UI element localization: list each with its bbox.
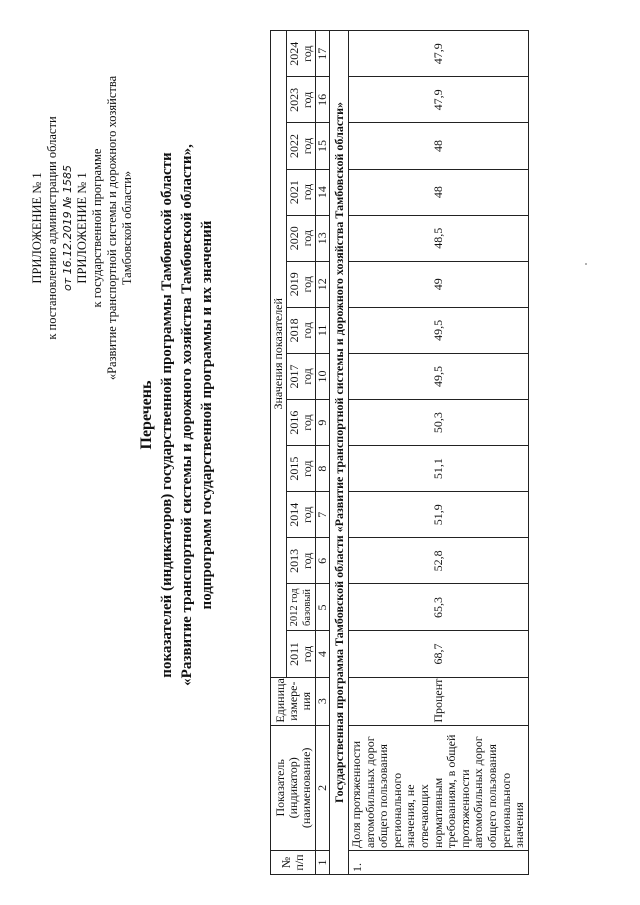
column-number: 3 xyxy=(316,677,330,725)
header-year: 2012 год базовый xyxy=(287,584,316,631)
header-year: 2020 год xyxy=(287,215,316,261)
header-year: 2019 год xyxy=(287,261,316,307)
header-unit: Единица измере-ния xyxy=(271,677,316,725)
appendix-line: «Развитие транспортной системы и дорожного хозяйства xyxy=(105,75,119,381)
row-value: 49,5 xyxy=(349,353,529,399)
row-value: 65,3 xyxy=(349,584,529,631)
column-number: 4 xyxy=(316,631,330,677)
document-title xyxy=(137,65,217,765)
row-value: 47,9 xyxy=(349,77,529,123)
header-year: 2015 год xyxy=(287,446,316,492)
row-value: 48 xyxy=(349,169,529,215)
column-number: 15 xyxy=(316,123,330,169)
scan-speck xyxy=(585,263,587,265)
column-number: 7 xyxy=(316,492,330,538)
appendix-line: ПРИЛОЖЕНИЕ № 1 xyxy=(30,172,44,284)
column-number: 16 xyxy=(316,77,330,123)
header-year: 2024 год xyxy=(287,31,316,77)
column-number: 6 xyxy=(316,538,330,584)
appendix-line: к государственной программе xyxy=(90,148,104,308)
header-year: 2013 год xyxy=(287,538,316,584)
column-number: 8 xyxy=(316,446,330,492)
appendix-signature-line: от 16.12.2019 № 1585 xyxy=(61,164,74,292)
appendix-line: Тамбовской области» xyxy=(120,170,134,286)
column-number-row xyxy=(316,31,330,875)
header-year: 2016 год xyxy=(287,400,316,446)
column-number: 9 xyxy=(316,400,330,446)
row-value: 48 xyxy=(349,123,529,169)
appendix-line: ПРИЛОЖЕНИЕ № 1 xyxy=(75,172,89,284)
section-title: Государственная программа Тамбовской области «Развитие транспортной системы и дорожного хозяйства Тамбовской области» xyxy=(330,31,349,875)
section-row xyxy=(330,31,349,875)
row-value: 68,7 xyxy=(349,631,529,677)
row-value: 49,5 xyxy=(349,307,529,353)
title-line: «Развитие транспортной системы и дорожного хозяйства Тамбовской области», xyxy=(179,144,195,686)
header-year: 2011 год xyxy=(287,631,316,677)
row-unit: Процент xyxy=(349,677,529,725)
column-number: 13 xyxy=(316,215,330,261)
column-number: 2 xyxy=(316,725,330,850)
indicators-table xyxy=(270,30,529,875)
column-number: 1 xyxy=(316,850,330,874)
title-line: показателей (индикаторов) государственной программы Тамбовской области xyxy=(159,152,175,678)
header-year: 2018 год xyxy=(287,307,316,353)
header-year: 2022 год xyxy=(287,123,316,169)
row-value: 52,8 xyxy=(349,538,529,584)
column-number: 12 xyxy=(316,261,330,307)
title-line: подпрограмм государственной программы и их значений xyxy=(199,220,215,610)
header-year: 2014 год xyxy=(287,492,316,538)
row-value: 47,9 xyxy=(349,31,529,77)
header-values: Значения показателей xyxy=(271,31,287,678)
column-number: 14 xyxy=(316,169,330,215)
header-no: № п/п xyxy=(271,850,316,874)
column-number: 10 xyxy=(316,353,330,399)
appendix-line: к постановлению администрации области xyxy=(45,116,59,340)
column-number: 11 xyxy=(316,307,330,353)
table-row xyxy=(349,31,529,875)
header-year: 2023 год xyxy=(287,77,316,123)
header-year: 2021 год xyxy=(287,169,316,215)
row-value: 49 xyxy=(349,261,529,307)
row-value: 50,3 xyxy=(349,400,529,446)
row-number: 1. xyxy=(349,850,529,874)
row-indicator-name: Доля протяженности автомобильных дорог общего пользования регионального значения, не отвечающих нормативным требованиям, в общей протяженности автомобильных дорог общего пользования регионального значения xyxy=(349,725,529,850)
appendix-block xyxy=(30,48,135,408)
row-value: 48,5 xyxy=(349,215,529,261)
row-value: 51,1 xyxy=(349,446,529,492)
title-line: Перечень xyxy=(138,380,155,450)
row-value: 51,9 xyxy=(349,492,529,538)
header-year: 2017 год xyxy=(287,353,316,399)
header-indicator: Показатель (индикатор) (наименование) xyxy=(271,725,316,850)
column-number: 5 xyxy=(316,584,330,631)
column-number: 17 xyxy=(316,31,330,77)
